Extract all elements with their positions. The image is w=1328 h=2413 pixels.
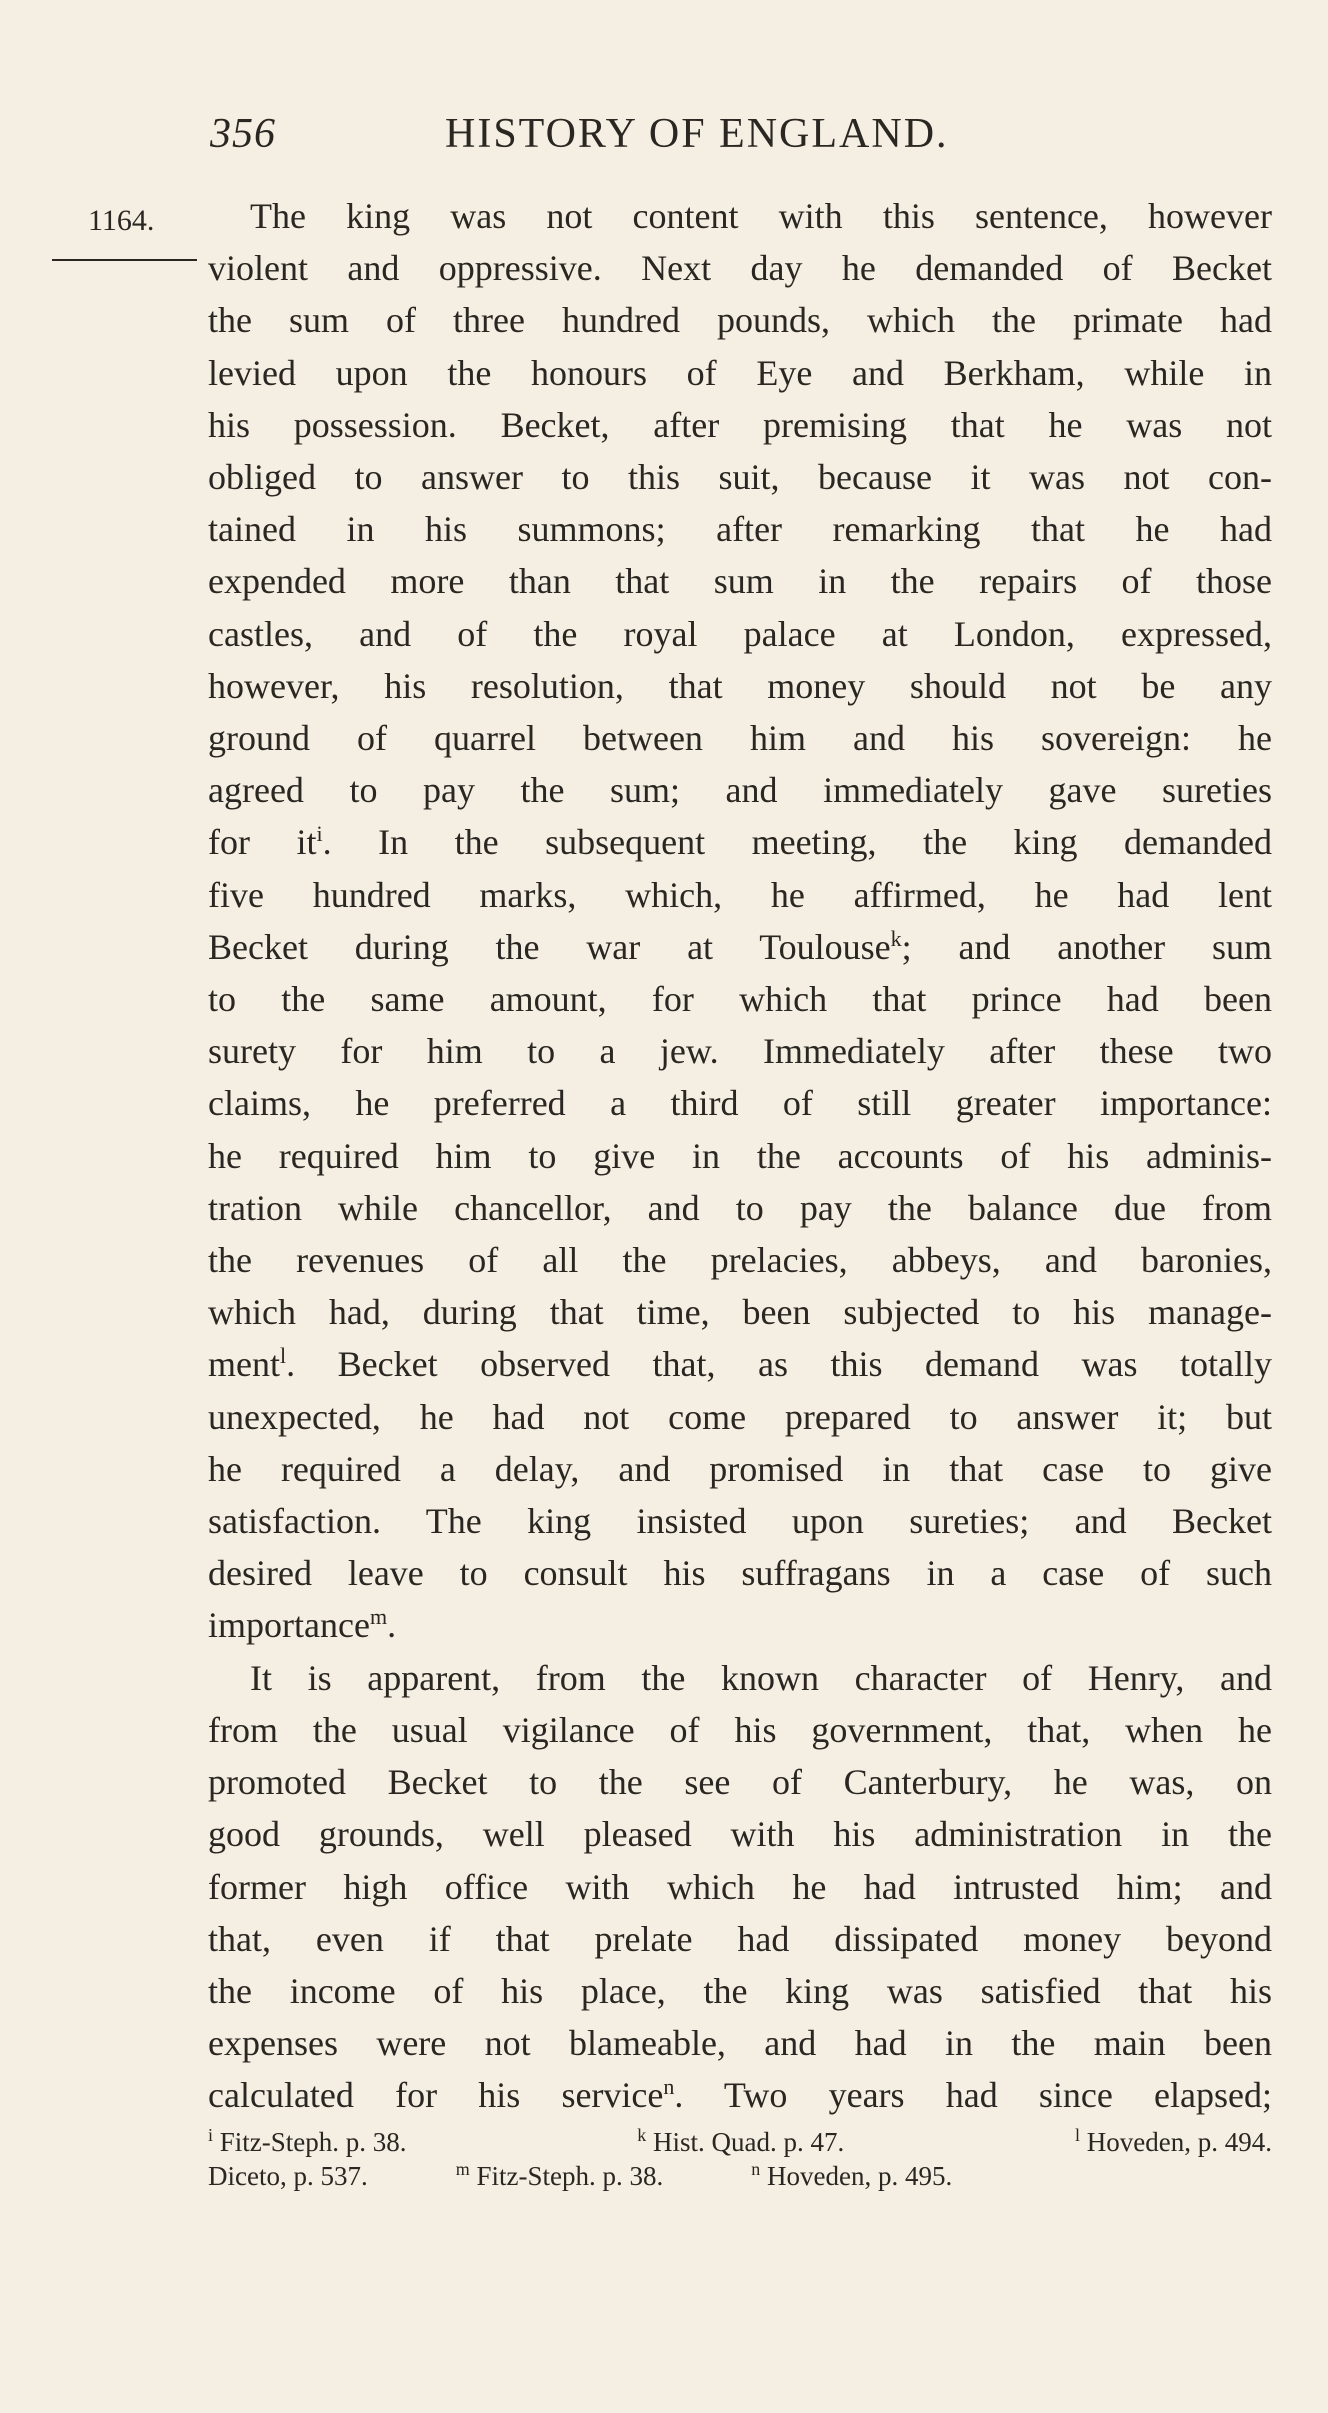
text-line: the revenues of all the prelacies, abbeys, and baronies,	[208, 1240, 1272, 1281]
text-line: levied upon the honours of Eye and Berkham, while in	[208, 352, 1272, 393]
text-line: tained in his summons; after remarking that he had	[208, 509, 1272, 550]
text-line: claims, he preferred a third of still greater importance:	[208, 1083, 1272, 1124]
text-line: to the same amount, for which that prince had been	[208, 979, 1272, 1020]
text-line: he required him to give in the accounts of his adminis-	[208, 1135, 1272, 1176]
footnote-n	[751, 2159, 952, 2193]
text-line: desired leave to consult his suffragans in a case of such	[208, 1553, 1272, 1594]
footnote-l	[1075, 2125, 1272, 2159]
text-line: obliged to answer to this suit, because it was not con-	[208, 457, 1272, 498]
footnote-m	[456, 2159, 664, 2193]
text-run: .	[387, 1605, 397, 1646]
text-run: . In the subsequent meeting, the king demanded	[322, 822, 1272, 863]
text-line	[208, 816, 1272, 868]
text-run: . Two years had since elapsed;	[674, 2075, 1272, 2116]
footnote-ref-n[interactable]: n	[663, 2074, 675, 2100]
text-line: unexpected, he had not come prepared to answer it; but	[208, 1396, 1272, 1437]
text-run: ; and another sum	[901, 926, 1272, 967]
footnote-row	[208, 2159, 1272, 2193]
text-line: from the usual vigilance of his government, that, when he	[208, 1709, 1272, 1750]
text-line	[208, 921, 1272, 973]
text-run: Becket during the war at Toulouse	[208, 926, 891, 967]
text-line: good grounds, well pleased with his administration in the	[208, 1814, 1272, 1855]
text-line: five hundred marks, which, he affirmed, he had lent	[208, 874, 1272, 915]
text-line: he required a delay, and promised in that case to give	[208, 1448, 1272, 1489]
footnotes	[208, 2125, 1272, 2193]
footnote-text: Hoveden, p. 494.	[1086, 2127, 1272, 2157]
paragraph-1	[208, 190, 1272, 1652]
paragraph-2	[208, 1652, 1272, 2122]
page-number: 356	[210, 111, 276, 157]
footnote-ref-i[interactable]: i	[316, 821, 323, 847]
text-line: the income of his place, the king was satisfied that his	[208, 1970, 1272, 2011]
running-title: HISTORY OF ENGLAND.	[445, 111, 949, 157]
footnote-ref-m[interactable]: m	[369, 1604, 388, 1630]
text-line: It is apparent, from the known character of Henry, and	[250, 1657, 1272, 1698]
text-line: expended more than that sum in the repairs of those	[208, 561, 1272, 602]
text-run: importance	[208, 1605, 370, 1646]
footnote-ref-l[interactable]: l	[279, 1343, 287, 1369]
text-line: tration while chancellor, and to pay the balance due from	[208, 1187, 1272, 1228]
footnote-mark: k	[637, 2125, 647, 2145]
text-line	[208, 1338, 1272, 1390]
footnote-ref-k[interactable]: k	[890, 925, 902, 951]
text-line: former high office with which he had intrusted him; and	[208, 1866, 1272, 1907]
text-line: however, his resolution, that money should not be any	[208, 665, 1272, 706]
text-line: expenses were not blameable, and had in the main been	[208, 2023, 1272, 2064]
text-line: violent and oppressive. Next day he demanded of Becket	[208, 248, 1272, 289]
text-line: ground of quarrel between him and his sovereign: he	[208, 718, 1272, 759]
footnote-text: Hoveden, p. 495.	[767, 2161, 953, 2191]
body-text	[208, 190, 1272, 2122]
running-header	[210, 110, 1040, 170]
footnote-text: Hist. Quad. p. 47.	[653, 2127, 845, 2157]
text-line	[208, 2069, 1272, 2121]
footnote-mark: i	[208, 2125, 214, 2145]
text-line: the sum of three hundred pounds, which the primate had	[208, 300, 1272, 341]
text-line: which had, during that time, been subjected to his manage-	[208, 1292, 1272, 1333]
footnote-text: Fitz-Steph. p. 38.	[219, 2127, 407, 2157]
text-line: satisfaction. The king insisted upon sureties; and Becket	[208, 1501, 1272, 1542]
text-line: promoted Becket to the see of Canterbury, he was, on	[208, 1762, 1272, 1803]
footnote-mark: l	[1075, 2125, 1081, 2145]
text-line: surety for him to a jew. Immediately after these two	[208, 1031, 1272, 1072]
footnote-text: Fitz-Steph. p. 38.	[476, 2161, 664, 2191]
footnote-i	[208, 2125, 407, 2159]
footnote-mark: n	[751, 2159, 761, 2179]
text-run: calculated for his service	[208, 2075, 664, 2116]
text-run: . Becket observed that, as this demand was totally	[286, 1344, 1272, 1385]
text-line: agreed to pay the sum; and immediately gave sureties	[208, 770, 1272, 811]
text-run: for it	[208, 822, 317, 863]
footnote-l-cont	[208, 2159, 368, 2193]
margin-rule	[52, 259, 197, 261]
text-line: his possession. Becket, after premising that he was not	[208, 404, 1272, 445]
text-line: The king was not content with this sentence, however	[250, 196, 1272, 236]
footnote-row	[208, 2125, 1272, 2159]
footnote-text: Diceto, p. 537.	[208, 2161, 368, 2191]
text-line: that, even if that prelate had dissipated money beyond	[208, 1918, 1272, 1959]
text-line: castles, and of the royal palace at London, expressed,	[208, 613, 1272, 654]
margin-year: 1164.	[88, 204, 155, 237]
text-line	[208, 1599, 1272, 1651]
footnote-k	[637, 2125, 844, 2159]
footnote-mark: m	[455, 2159, 470, 2179]
text-run: ment	[208, 1344, 280, 1385]
